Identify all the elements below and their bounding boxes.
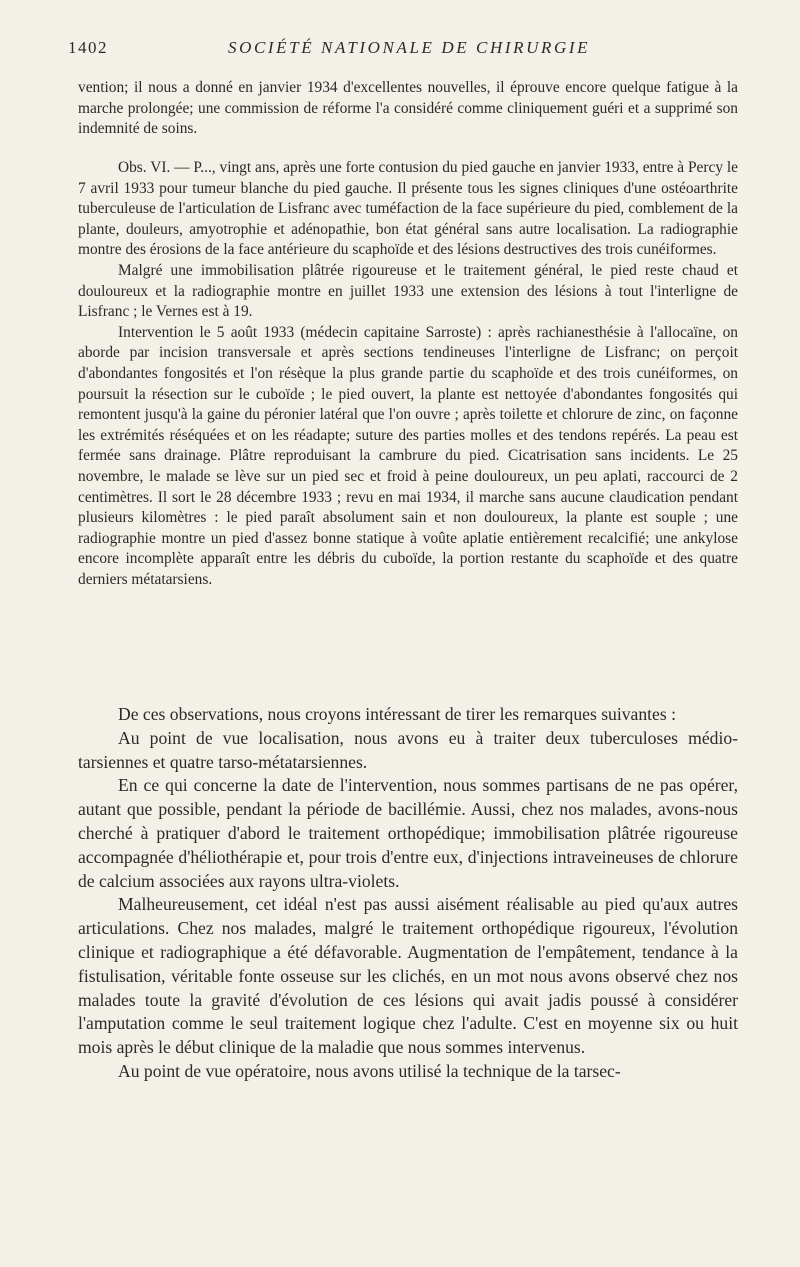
running-header (68, 34, 740, 62)
continuation-text: vention; il nous a donné en janvier 1934 d'excellentes nouvelles, il éprouve encore quelque fatigue à la marche prolongée; une commission de réforme l'a considéré comme cliniquement guéri et a supprimé son indemnité de soins. (78, 79, 738, 138)
observation-paragraph-1: Obs. VI. — P..., vingt ans, après une forte contusion du pied gauche en janvier 1933, entre à Percy le 7 avril 1933 pour tumeur blanche du pied gauche. Il présente tous les signes cliniques d'une ostéoarthrite tuberculeuse de l'articulation de Lisfranc avec tuméfaction de la face supérieure du pied, comblement de la plante, douleurs, amyotrophie et adénopathie, bon état général sans autre localisation. La radiographie montre des érosions de la face antérieure du scaphoïde et des lésions destructives des trois cunéiformes. (78, 159, 738, 259)
running-title: SOCIÉTÉ NATIONALE DE CHIRURGIE (228, 38, 591, 57)
page-number: 1402 (68, 38, 108, 57)
remarks-localisation: Au point de vue localisation, nous avons eu à traiter deux tuberculoses médio-tarsiennes et quatre tarso-métatarsiennes. (78, 727, 738, 772)
continued-paragraph (78, 78, 738, 140)
observation-paragraph-3: Intervention le 5 août 1933 (médecin capitaine Sarroste) : après rachianesthésie à l'allocaïne, on aborde par incision transversale et après sections tendineuses l'interligne de Lisfranc; on perçoit d'abondantes fongosités et l'on résèque la plus grande partie du scaphoïde et des trois cunéiformes, on poursuit la résection sur le cuboïde ; le pied ouvert, la plante est nettoyée d'abondantes fongosités qui remontent jusqu'à la gaine du péronier latéral que l'on ouvre ; après toilette et chlorure de zinc, on façonne les extrémités réséquées et on les réadapte; suture des parties molles et des tendons repérés. La peau est fermée sans drainage. Plâtre reproduisant la cambrure du pied. Cicatrisation sans incidents. Le 25 novembre, le malade se lève sur un pied sec et froid à peine douloureux, un peu aplati, raccourci de 2 centimètres. Il sort le 28 décembre 1933 ; revu en mai 1934, il marche sans aucune claudication pendant plusieurs kilomètres : le pied paraît absolument sain et non douloureux, la plante est souple ; une radiographie montre un pied d'assez bonne statique à voûte aplatie entièrement recalcifié; une ankylose encore incomplète apparaît entre les débris du cuboïde, la portion restante du scaphoïde et des quatre derniers métatarsiens. (78, 323, 738, 588)
remarks-date: En ce qui concerne la date de l'intervention, nous sommes partisans de ne pas opérer, autant que possible, pendant la période de bacillémie. Aussi, chez nos malades, avons-nous cherché à pratiquer d'abord le traitement orthopédique; immobilisation plâtrée rigoureuse accompagnée d'héliothérapie et, pour trois d'entre eux, d'injections intraveineuses de chlorure de calcium associées aux rayons ultra-violets. (78, 775, 738, 891)
remarks-evolution: Malheureusement, cet idéal n'est pas aussi aisément réalisable au pied qu'aux autres articulations. Chez nos malades, malgré le traitement orthopédique rigoureux, l'évolution clinique et radiographique a été défavorable. Augmentation de l'empâtement, tendance à la fistulisation, véritable fonte osseuse sur les clichés, en un mot nous avons observé chez nos malades toute la gravité d'évolution de ces lésions qui avait jadis poussé à considérer l'amputation comme le seul traitement logique chez l'adulte. C'est en moyenne six ou huit mois après le début clinique de la maladie que nous sommes intervenus. (78, 894, 738, 1058)
remarks-intro: De ces observations, nous croyons intéressant de tirer les remarques suivantes : (118, 704, 676, 724)
remarks-operative: Au point de vue opératoire, nous avons utilisé la technique de la tarsec- (118, 1060, 621, 1081)
observation-vi (78, 158, 738, 590)
observation-paragraph-2: Malgré une immobilisation plâtrée rigoureuse et le traitement général, le pied reste chaud et douloureux et la radiographie montre en juillet 1933 une extension des lésions à tout l'interligne de Lisfranc ; le Vernes est à 19. (78, 261, 738, 321)
remarks-section (78, 703, 738, 1084)
